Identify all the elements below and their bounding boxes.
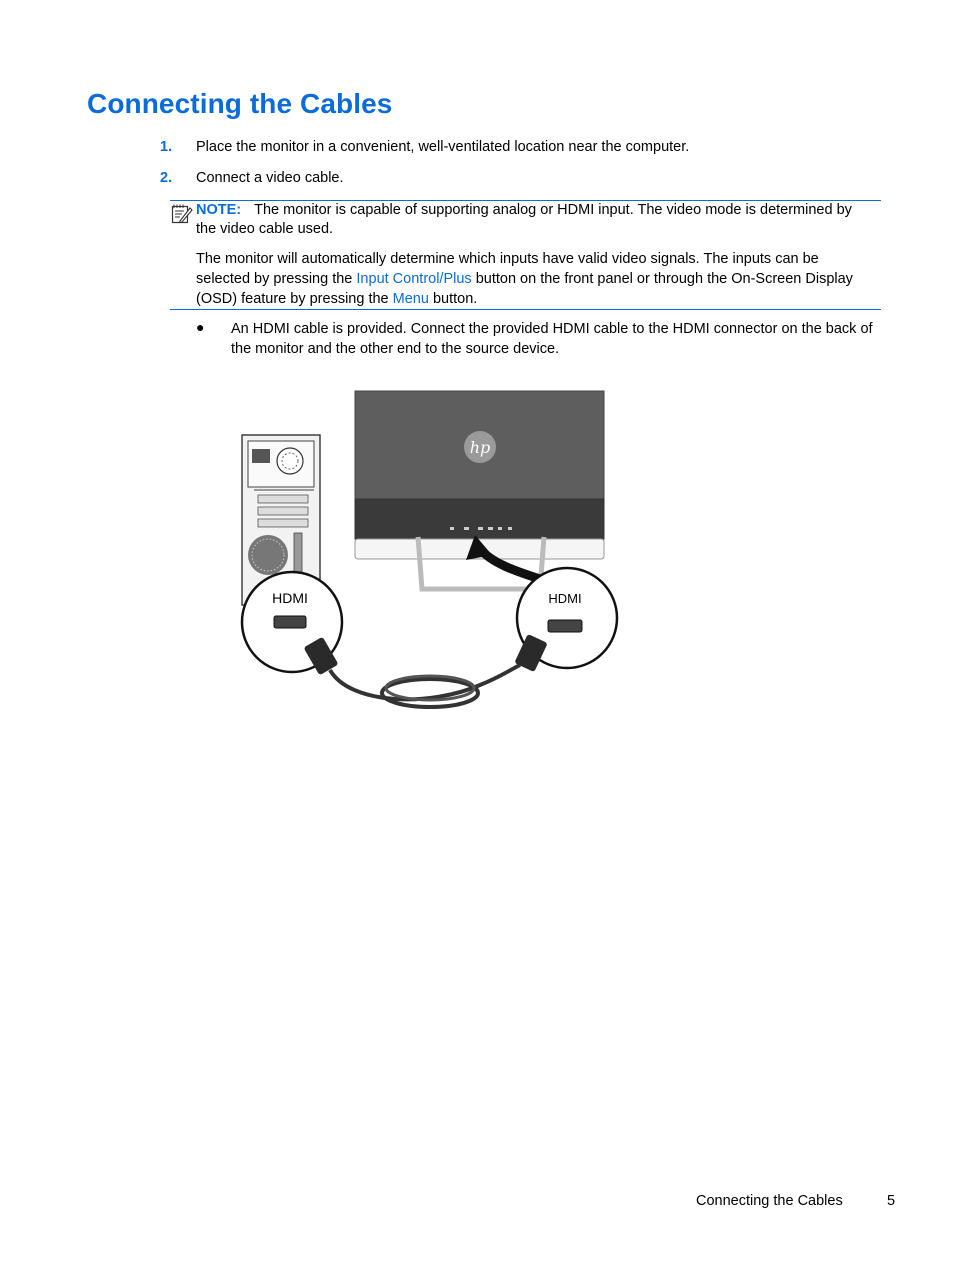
step-number: 1. xyxy=(160,139,173,155)
step-text: Place the monitor in a convenient, well-ventilated location near the computer. xyxy=(196,139,690,155)
note-icon xyxy=(171,203,193,225)
hdmi-connection-illustration xyxy=(230,385,630,720)
input-control-plus-link[interactable]: Input Control/Plus xyxy=(356,271,472,287)
svg-text:HDMI: HDMI xyxy=(272,590,308,606)
bullet-marker: ● xyxy=(196,319,205,335)
footer-section-title: Connecting the Cables xyxy=(696,1193,843,1209)
note-detail-text-a: The monitor will automatically determine which inputs have valid video signals. The inputs can be selected by pressing the xyxy=(196,251,819,287)
hdmi-cable xyxy=(303,634,547,707)
bullet-text: An HDMI cable is provided. Connect the provided HDMI cable to the HDMI connector on the back of the monitor and the other end to the source device. xyxy=(231,321,873,357)
note-label: NOTE: xyxy=(196,202,242,218)
monitor-back xyxy=(355,391,604,589)
step-text: Connect a video cable. xyxy=(196,170,344,186)
note-detail-text-b: button on the front panel or through the On-Screen Display (OSD) feature by pressing the xyxy=(196,271,853,307)
page-number: 5 xyxy=(887,1193,896,1209)
svg-text:HDMI: HDMI xyxy=(548,591,582,606)
note-paragraph xyxy=(196,201,876,239)
menu-link[interactable]: Menu xyxy=(392,291,429,307)
note-detail-paragraph xyxy=(196,249,876,309)
page-title: Connecting the Cables xyxy=(87,88,393,119)
hp-logo: hp xyxy=(469,438,491,457)
step-number: 2. xyxy=(160,170,173,186)
note-detail-text-c: button. xyxy=(428,291,478,307)
note-text: The monitor is capable of supporting analog or HDMI input. The video mode is determined by the video cable used. xyxy=(196,202,852,237)
